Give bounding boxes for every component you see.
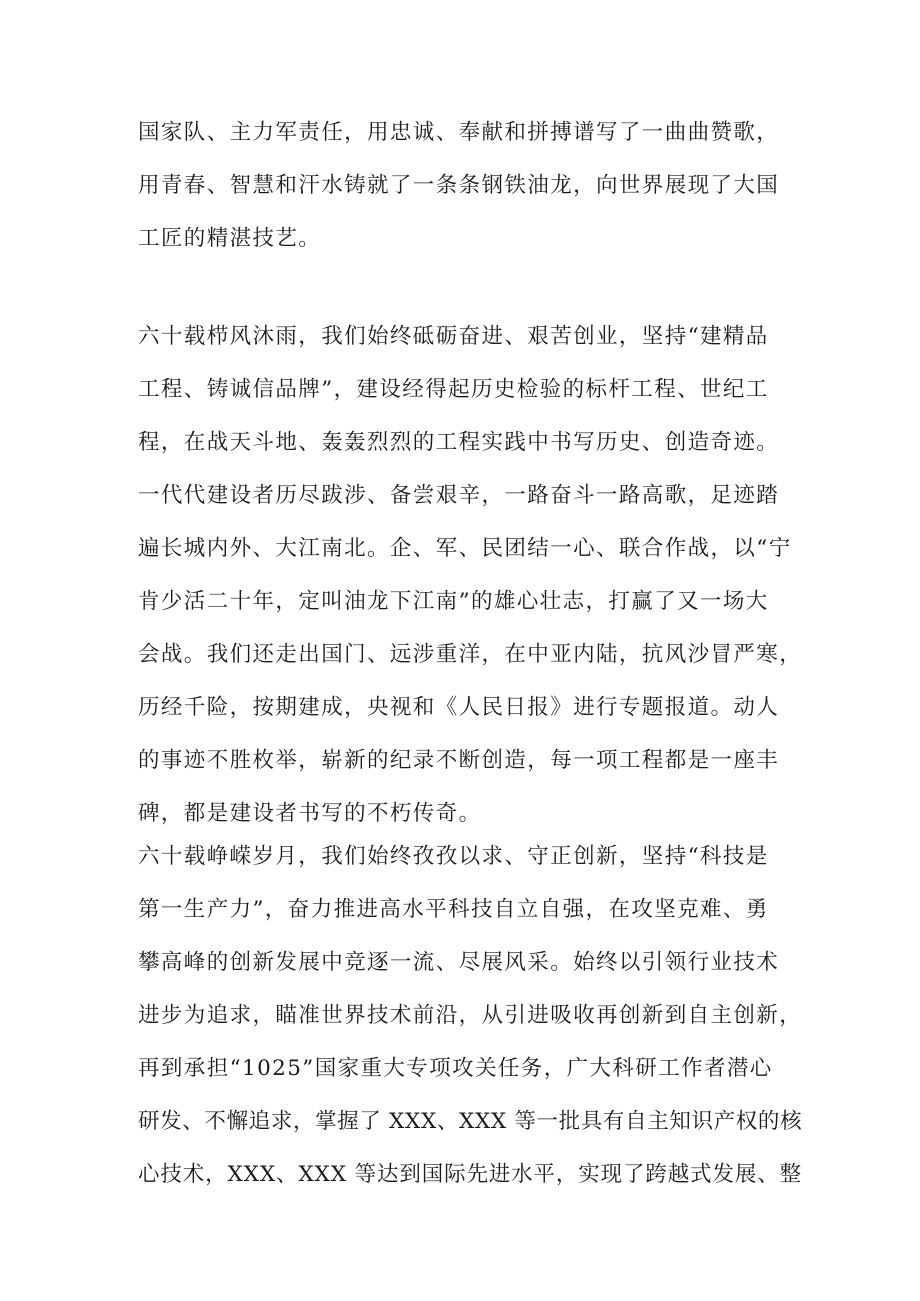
text-line: 工程、铸诚信品牌”，建设经得起历史检验的标杆工程、世纪工 (138, 377, 769, 402)
paragraph-1 (138, 106, 798, 265)
text-line: 一代代建设者历尽跋涉、备尝艰辛，一路奋斗一路高歌，足迹踏 (138, 483, 780, 508)
text-line: 碑，都是建设者书写的不朽传奇。 (138, 801, 482, 826)
paragraph-2 (138, 310, 803, 840)
text-line: 会战。我们还走出国门、远涉重洋，在中亚内陆，抗风沙冒严寒， (138, 642, 803, 667)
text-line: 心技术，XXX、XXX 等达到国际先进水平，实现了跨越式发展、整 (138, 1162, 802, 1187)
text-line: 用青春、智慧和汗水铸就了一条条钢铁油龙，向世界展现了大国 (138, 173, 780, 198)
text-line: 六十载栉风沐雨，我们始终砥砺奋进、艰苦创业，坚持“建精品 (138, 324, 769, 349)
text-line: 历经千险，按期建成，央视和《人民日报》进行专题报道。动人 (138, 695, 780, 720)
text-line: 攀高峰的创新发展中竞逐一流、尽展风采。始终以引领行业技术 (138, 950, 780, 975)
text-line: 肯少活二十年，定叫油龙下江南”的雄心壮志，打赢了又一场大 (138, 589, 769, 614)
text-line: 程，在战天斗地、轰轰烈烈的工程实践中书写历史、创造奇迹。 (138, 430, 780, 455)
text-line: 的事迹不胜枚举，崭新的纪录不断创造，每一项工程都是一座丰 (138, 748, 780, 773)
text-line: 再到承担“1025”国家重大专项攻关任务，广大科研工作者潜心 (138, 1056, 773, 1081)
paragraph-3 (138, 830, 803, 1201)
text-line: 国家队、主力军责任，用忠诚、奉献和拼搏谱写了一曲曲赞歌， (138, 120, 780, 145)
text-line: 工匠的精湛技艺。 (138, 226, 322, 251)
text-line: 六十载峥嵘岁月，我们始终孜孜以求、守正创新，坚持“科技是 (138, 844, 769, 869)
text-line: 研发、不懈追求，掌握了 XXX、XXX 等一批具有自主知识产权的核 (138, 1109, 803, 1134)
text-line: 进步为追求，瞄准世界技术前沿，从引进吸收再创新到自主创新， (138, 1003, 803, 1028)
text-line: 第一生产力”，奋力推进高水平科技自立自强，在攻坚克难、勇 (138, 897, 769, 922)
text-line: 遍长城内外、大江南北。企、军、民团结一心、联合作战，以“宁 (138, 536, 792, 561)
